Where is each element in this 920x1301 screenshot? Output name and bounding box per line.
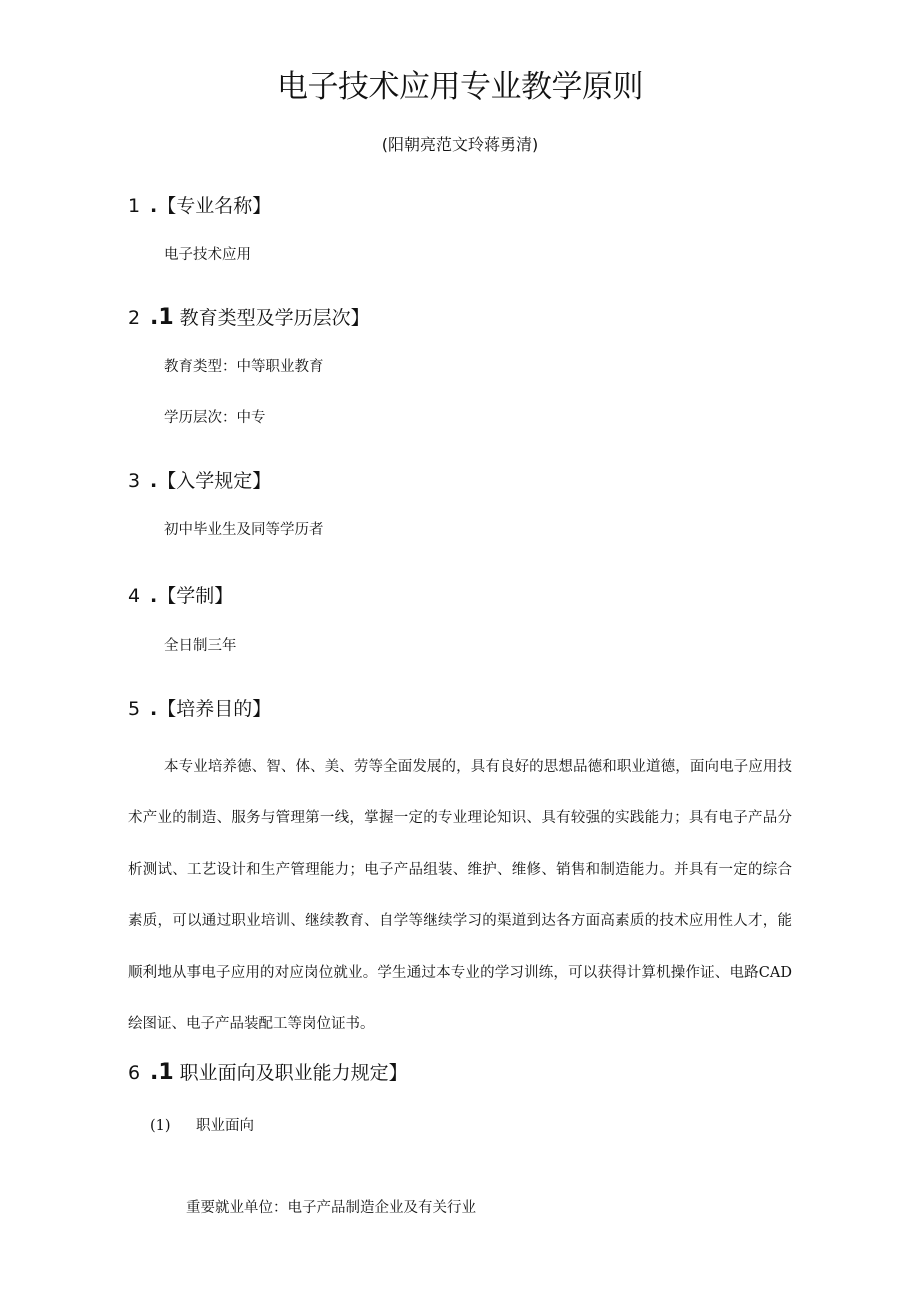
section-4-line: 全日制三年 [164, 638, 237, 654]
section-number: 1 [128, 195, 141, 217]
section-heading-5 [128, 692, 271, 726]
section-number: 4 [128, 585, 141, 607]
section-title: 【专业名称】 [157, 195, 272, 217]
section-number: 5 [128, 698, 141, 720]
section-1-line: 电子技术应用 [164, 247, 251, 263]
section-separator: . [150, 195, 158, 217]
section-2-line: 教育类型：中等职业教育 [164, 359, 324, 375]
section-title: 【入学规定】 [157, 470, 272, 492]
section-3-line: 初中毕业生及同等学历者 [164, 522, 324, 538]
section-heading-2 [128, 301, 370, 335]
section-2-line: 学历层次：中专 [164, 410, 266, 426]
section-number: 3 [128, 470, 141, 492]
section-separator: . [150, 698, 158, 720]
section-heading-6 [128, 1056, 408, 1090]
section-title: 【培养目的】 [157, 698, 272, 720]
section-separator: .1 [150, 305, 174, 330]
section-heading-4 [128, 579, 233, 613]
section-number: 2 [128, 307, 141, 329]
section-title: 职业面向及职业能力规定】 [179, 1062, 408, 1084]
section-heading-1 [128, 189, 271, 223]
section-separator: . [150, 470, 158, 492]
section-separator: . [150, 585, 158, 607]
section-title: 教育类型及学历层次】 [179, 307, 370, 329]
section-title: 【学制】 [157, 585, 234, 607]
section-separator: .1 [150, 1060, 174, 1085]
document-title: 电子技术应用专业教学原则 [277, 69, 643, 105]
training-goal-paragraph: 本专业培养德、智、体、美、劳等全面发展的，具有良好的思想品德和职业道德，面向电子应用技术产业的制造、服务与管理第一线，掌握一定的专业理论知识、具有较强的实践能力；具有电子产品分析测试、工艺设计和生产管理能力；电子产品组装、维护、维修、销售和制造能力。并具有一定的综合素质，可以通过职业培训、继续教育、自学等继续学习的渠道到达各方面高素质的技术应用性人才，能顺利地从事电子应用的对应岗位就业。学生通过本专业的学习训练，可以获得计算机操作证、电路CAD绘图证、电子产品装配工等岗位证书。 [128, 759, 792, 1033]
document-authors: (阳朝亮范文玲蒋勇清) [381, 135, 539, 154]
section-number: 6 [128, 1062, 141, 1084]
employment-units: 重要就业单位：电子产品制造企业及有关行业 [186, 1200, 476, 1216]
subsection-index: (1) [150, 1118, 171, 1134]
subsection-label: 职业面向 [196, 1118, 254, 1134]
section-heading-3 [128, 464, 271, 498]
subsection-heading [150, 1111, 254, 1141]
